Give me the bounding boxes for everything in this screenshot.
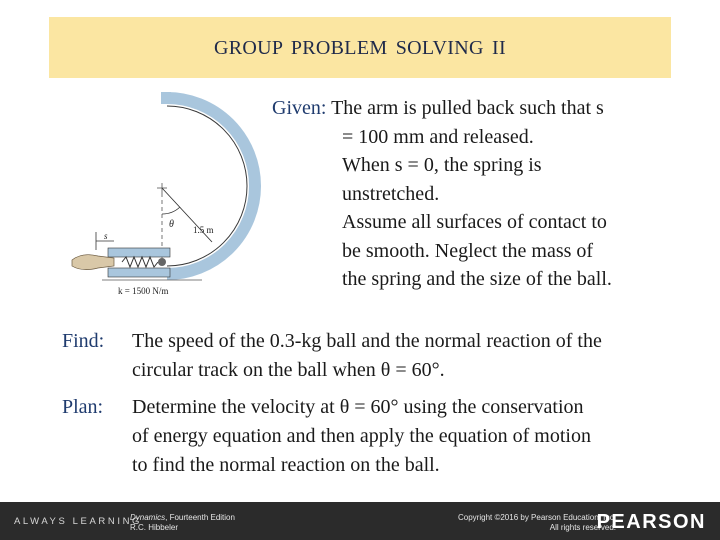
book-author: R.C. Hibbeler <box>130 523 179 532</box>
copyright-line-2: All rights reserved. <box>549 523 616 532</box>
plan-line-2: of energy equation and then apply the equation of motion <box>132 425 591 447</box>
spring-constant-label: k = 1500 N/m <box>118 286 169 296</box>
given-line-1 <box>272 94 692 123</box>
find-label: Find: <box>62 330 105 352</box>
given-label: Given: <box>272 97 327 119</box>
track-top-cap <box>161 92 171 104</box>
s-label: s <box>104 231 108 241</box>
title-bar <box>49 17 671 78</box>
given-line-6: be smooth. Neglect the mass of <box>342 239 594 262</box>
launcher-bottom <box>108 268 170 277</box>
plan-line-3: to find the normal reaction on the ball. <box>132 454 440 476</box>
book-edition: , Fourteenth Edition <box>165 513 235 522</box>
given-line-2: = 100 mm and released. <box>342 125 534 148</box>
given-section <box>272 94 692 294</box>
publisher-logo: PEARSON <box>596 511 706 533</box>
footer-bar <box>0 502 720 540</box>
theta-label: θ <box>169 219 174 230</box>
given-line-5: Assume all surfaces of contact to <box>342 211 607 233</box>
find-section <box>62 327 712 384</box>
hand-icon <box>72 255 114 270</box>
slide-title: GROUP PROBLEM SOLVING II <box>214 37 506 59</box>
spring <box>122 257 158 267</box>
given-line-3: When s = 0, the spring is <box>342 154 542 176</box>
given-line-7: the spring and the size of the ball. <box>342 268 612 290</box>
find-line-2: circular track on the ball when θ = 60°. <box>132 358 445 381</box>
radius-label: 1.5 m <box>193 225 214 235</box>
given-text-1: The arm is pulled back such that s <box>331 97 604 119</box>
copyright <box>458 513 616 533</box>
find-line-1: The speed of the 0.3-kg ball and the normal reaction of the <box>132 330 602 352</box>
book-info <box>130 513 235 533</box>
circular-track-diagram <box>62 88 272 300</box>
copyright-line-1: Copyright ©2016 by Pearson Education, Inc. <box>458 513 616 522</box>
footer-brand: ALWAYS LEARNING <box>14 516 143 527</box>
plan-section <box>62 393 712 480</box>
book-title: Dynamics <box>130 513 166 522</box>
launcher-top <box>108 248 170 257</box>
circular-track <box>167 98 255 274</box>
plan-label: Plan: <box>62 396 104 418</box>
given-line-4: unstretched. <box>342 182 440 205</box>
problem-figure <box>62 88 272 300</box>
ball <box>158 258 166 266</box>
plan-line-1: Determine the velocity at θ = 60° using the conservation <box>132 396 584 418</box>
